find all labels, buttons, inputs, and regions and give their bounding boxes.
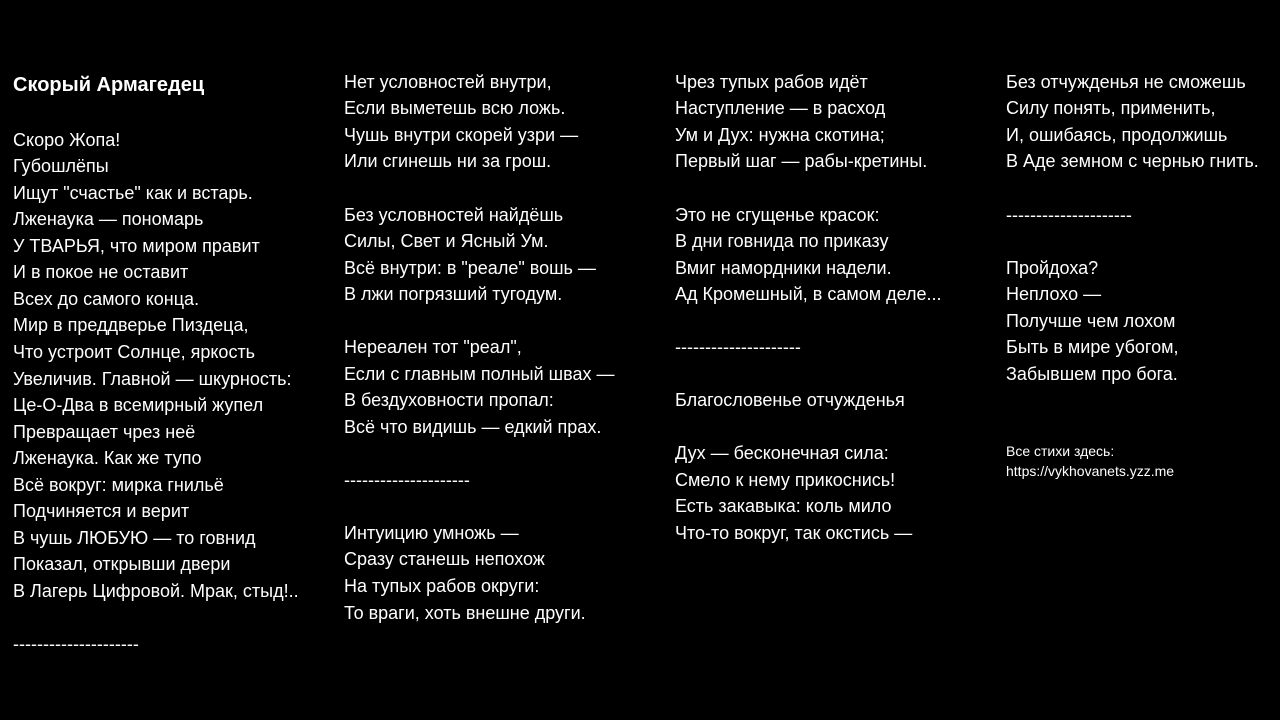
poem-line: Неплохо — (1006, 284, 1102, 304)
poem-line: В Аде земном с чернью гнить. (1006, 151, 1259, 171)
poem-line: Нереален тот "реал", (344, 337, 522, 357)
poem-line: Силы, Свет и Ясный Ум. (344, 231, 549, 251)
poem-line: Получше чем лохом (1006, 311, 1176, 331)
poem-line: Мир в преддверье Пиздеца, (13, 315, 249, 335)
poem-line: Показал, открывши двери (13, 554, 231, 574)
poem-line: В лжи погрязший тугодум. (344, 284, 563, 304)
poem-line: Без условностей найдёшь (344, 205, 564, 225)
poem-line: Всё что видишь — едкий прах. (344, 417, 602, 437)
poem-line: В дни говнида по приказу (675, 231, 889, 251)
poem-line: Це-О-Два в всемирный жупел (13, 395, 264, 415)
poem-line: Нет условностей внутри, (344, 72, 552, 92)
poem-line: Лженаука — пономарь (13, 209, 204, 229)
poem-line: Без отчужденья не сможешь (1006, 72, 1246, 92)
poem-line: Силу понять, применить, (1006, 98, 1216, 118)
divider-line: --------------------- (675, 337, 801, 357)
poem-line: Интуицию умножь — (344, 523, 519, 543)
poem-line: Смело к нему прикоснись! (675, 470, 896, 490)
poem-line: Скоро Жопа! (13, 130, 121, 150)
poem-line: Пройдоха? (1006, 258, 1099, 278)
poem-line: Или сгинешь ни за грош. (344, 151, 552, 171)
poem-line: И, ошибаясь, продолжишь (1006, 125, 1228, 145)
poem-line: На тупых рабов округи: (344, 576, 540, 596)
poem-line: В бездуховности пропал: (344, 390, 554, 410)
poem-line: Чрез тупых рабов идёт (675, 72, 868, 92)
poem-line: Подчиняется и верит (13, 501, 190, 521)
poem-subtitle: Благословенье отчужденья (675, 390, 905, 410)
poem-line: То враги, хоть внешне други. (344, 603, 586, 623)
poem-line: Что устроит Солнце, яркость (13, 342, 256, 362)
poem-line: Ум и Дух: нужна скотина; (675, 125, 885, 145)
poem-line: Губошлёпы (13, 156, 109, 176)
poem-line: Забывшем про бога. (1006, 364, 1178, 384)
footer-label: Все стихи здесь: (1006, 443, 1115, 459)
poem-line: Есть закавыка: коль мило (675, 496, 892, 516)
poem-line: У ТВАРЬЯ, что миром правит (13, 236, 260, 256)
poem-line: В Лагерь Цифровой. Мрак, стыд!.. (13, 581, 299, 601)
poem-line: Всех до самого конца. (13, 289, 200, 309)
poem-line: Ищут "счастье" как и встарь. (13, 183, 253, 203)
poem-line: В чушь ЛЮБУЮ — то говнид (13, 528, 256, 548)
poem-line: Лженаука. Как же тупо (13, 448, 202, 468)
poem-line: Увеличив. Главной — шкурность: (13, 369, 292, 389)
poem-line: Что-то вокруг, так окстись — (675, 523, 913, 543)
poem-line: Чушь внутри скорей узри — (344, 125, 579, 145)
poem-line: Первый шаг — рабы-кретины. (675, 151, 928, 171)
poem-line: Это не сгущенье красок: (675, 205, 880, 225)
poem-line: Если выметешь всю ложь. (344, 98, 566, 118)
poem-line: Дух — бесконечная сила: (675, 443, 889, 463)
divider-line: --------------------- (13, 634, 139, 654)
poem-line: Вмиг намордники надели. (675, 258, 892, 278)
poem-line: Наступление — в расход (675, 98, 886, 118)
poem-line: Всё внутри: в "реале" вошь — (344, 258, 596, 278)
poem-line: Если с главным полный швах — (344, 364, 615, 384)
poem-title: Скорый Армагедец (13, 74, 205, 96)
footer-link[interactable]: https://vykhovanets.yzz.me (1006, 463, 1175, 479)
poem-line: Ад Кромешный, в самом деле... (675, 284, 942, 304)
poem-line: Превращает чрез неё (13, 422, 196, 442)
poem-line: Всё вокруг: мирка гнильё (13, 475, 224, 495)
divider-line: --------------------- (344, 470, 470, 490)
poem-line: И в покое не оставит (13, 262, 189, 282)
poem-line: Быть в мире убогом, (1006, 337, 1179, 357)
poem-line: Сразу станешь непохож (344, 549, 545, 569)
divider-line: --------------------- (1006, 205, 1132, 225)
